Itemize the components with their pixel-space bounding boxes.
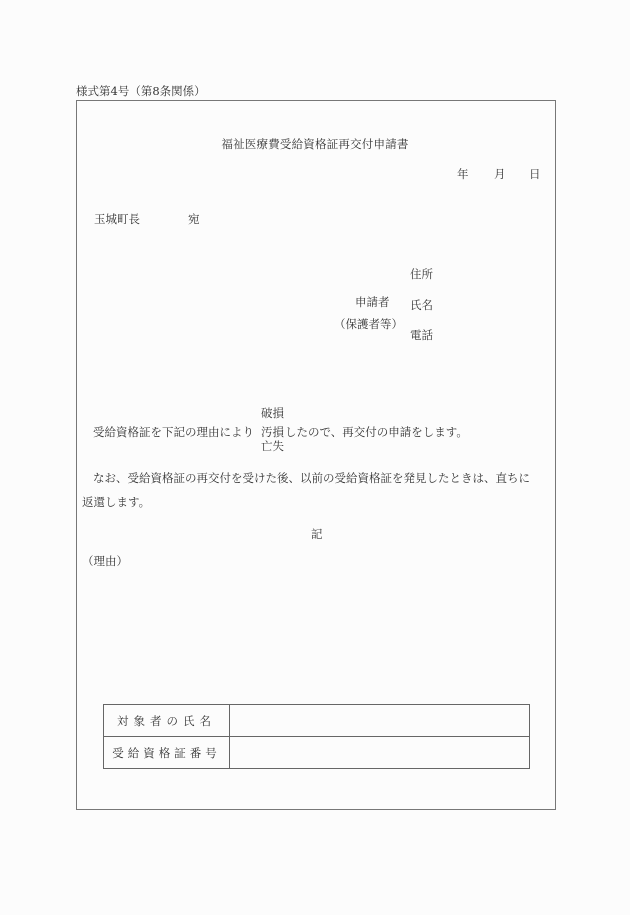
certificate-number-field[interactable]	[230, 737, 530, 769]
address-field-label: 住所	[410, 267, 433, 281]
notice-line-2: 返還します。	[82, 495, 151, 509]
certificate-number-label: 受給資格証番号	[104, 737, 230, 769]
guardian-label: （保護者等）	[334, 317, 403, 331]
date-day-label: 日	[529, 167, 541, 181]
recipient-name-label: 対象者の氏名	[104, 705, 230, 737]
recipient-name-field[interactable]	[230, 705, 530, 737]
table-row	[104, 737, 530, 769]
name-field-label: 氏名	[410, 298, 433, 312]
notice-line-1: なお、受給資格証の再交付を受けた後、以前の受給資格証を発見したときは、直ちに	[93, 471, 530, 485]
ki-heading: 記	[311, 527, 323, 541]
statement-after: したので、再交付の申請をします。	[285, 425, 468, 439]
choice-lost: 亡失	[261, 439, 284, 453]
choice-soiled: 汚損	[261, 425, 284, 439]
addressee-name: 玉城町長	[94, 212, 140, 226]
applicant-label: 申請者	[355, 295, 390, 309]
date-month-label: 月	[494, 167, 506, 181]
document-title: 福祉医療費受給資格証再交付申請書	[221, 137, 409, 151]
reason-label: （理由）	[82, 554, 128, 568]
date-year-label: 年	[457, 167, 469, 181]
addressee-suffix: 宛	[188, 212, 200, 226]
choice-damaged: 破損	[261, 406, 284, 420]
statement-before: 受給資格証を下記の理由により	[93, 425, 254, 439]
table-row	[104, 705, 530, 737]
form-number-label: 様式第4号（第8条関係）	[76, 84, 206, 98]
recipient-info-table	[103, 704, 530, 769]
phone-field-label: 電話	[410, 328, 433, 342]
